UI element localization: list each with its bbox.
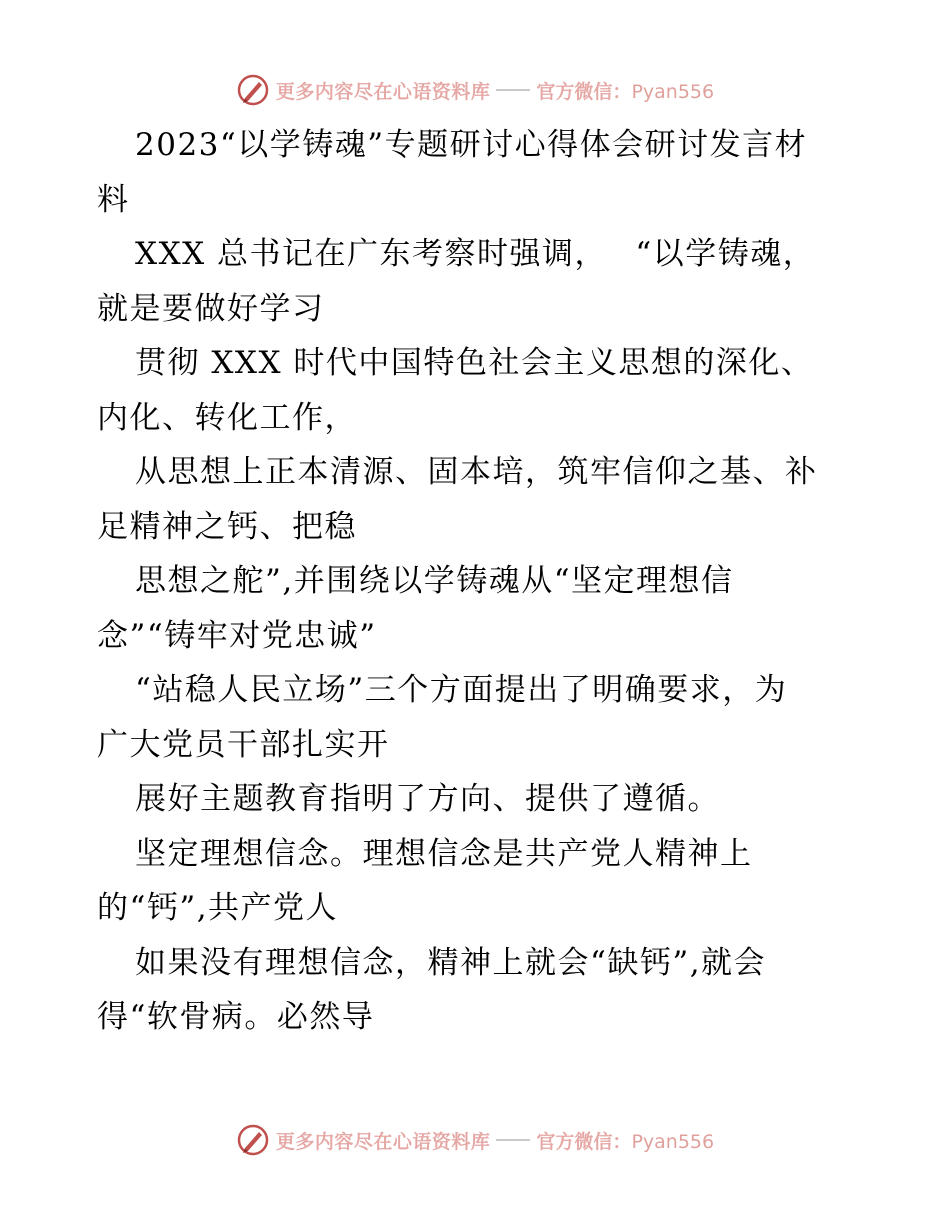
text-line: 足精神之钙、把稳 (97, 508, 357, 545)
contact-prefix: 官方微信： (536, 1130, 632, 1153)
text-line: 2023“以学铸魂”专题研讨心得体会研讨发言材 (135, 127, 808, 163)
banner-divider (496, 1139, 530, 1141)
banner-text: 更多内容尽在心语资料库 (275, 80, 491, 103)
banner-contact (536, 77, 714, 104)
banner-contact (536, 1127, 714, 1154)
text-line: 的“钙”,共产党人 (97, 890, 339, 926)
text-line: 贯彻 XXX 时代中国特色社会主义思想的深化、 (135, 345, 814, 381)
contact-id: Pyan556 (631, 80, 715, 103)
text-line: 坚定理想信念。理想信念是共产党人精神上 (135, 835, 753, 872)
footer-banner (0, 1120, 950, 1160)
text-line: 就是要做好学习 (97, 290, 325, 327)
text-line: 从思想上正本清源、固本培，筑牢信仰之基、补 (135, 454, 818, 490)
text-line: 广大党员干部扎实开 (97, 726, 390, 763)
contact-id: Pyan556 (631, 1130, 715, 1153)
text-line: 得“软骨病。必然导 (97, 999, 375, 1035)
contact-prefix: 官方微信： (536, 80, 632, 103)
text-line: 思想之舵”,并围绕以学铸魂从“坚定理想信 (135, 563, 734, 599)
text-line: 如果没有理想信念，精神上就会“缺钙”,就会 (135, 944, 767, 981)
banner-text: 更多内容尽在心语资料库 (275, 1130, 491, 1153)
text-line: XXX 总书记在广东考察时强调， “以学铸魂， (135, 236, 816, 272)
text-line: 展好主题教育指明了方向、提供了遵循。 (135, 781, 720, 817)
header-banner (0, 70, 950, 110)
text-line: “站稳人民立场”三个方面提出了明确要求，为 (135, 672, 788, 708)
text-line: 内化、转化工作， (97, 399, 357, 436)
banner-divider (496, 89, 530, 91)
document-body (97, 118, 867, 1045)
text-line: 念”“铸牢对党忠诚” (97, 617, 377, 654)
pen-logo-icon (236, 73, 270, 107)
text-line: 料 (97, 181, 130, 218)
pen-logo-icon (236, 1123, 270, 1157)
